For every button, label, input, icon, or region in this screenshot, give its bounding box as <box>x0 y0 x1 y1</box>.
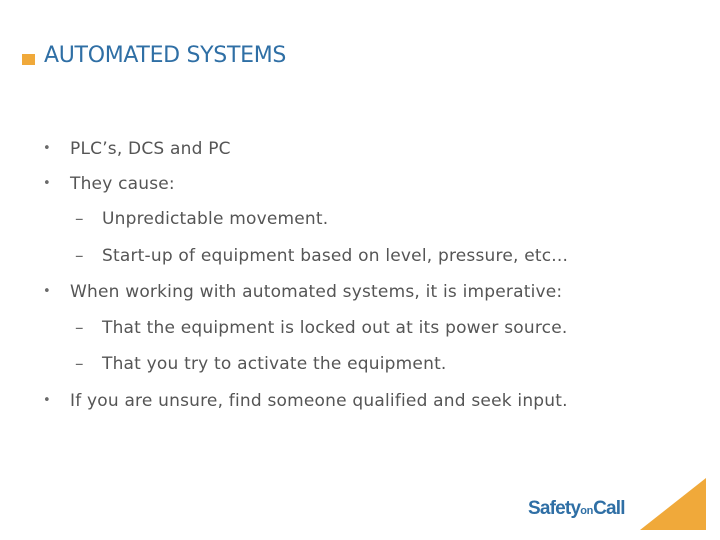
bullet-marker: • <box>43 284 51 299</box>
sub-bullet-text: Unpredictable movement. <box>102 209 329 229</box>
bullet-text: When working with automated systems, it is imperative: <box>70 282 563 302</box>
sub-bullet-text: That you try to activate the equipment. <box>102 354 447 374</box>
sub-bullet-marker: – <box>75 354 84 374</box>
logo-text-on: on <box>580 505 594 517</box>
sub-bullet-text: Start-up of equipment based on level, pressure, etc... <box>102 246 569 266</box>
bullet-text: PLC’s, DCS and PC <box>70 139 231 159</box>
bullet-marker: • <box>43 176 51 191</box>
slide-title: AUTOMATED SYSTEMS <box>44 43 287 68</box>
logo-text-call: Call <box>593 498 625 519</box>
sub-bullet-marker: – <box>75 318 84 338</box>
bullet-marker: • <box>43 141 51 156</box>
sub-bullet-marker: – <box>75 209 84 229</box>
safety-on-call-logo <box>528 498 625 520</box>
sub-bullet-text: That the equipment is locked out at its power source. <box>102 318 568 338</box>
sub-bullet-marker: – <box>75 246 84 266</box>
bullet-marker: • <box>43 393 51 408</box>
corner-triangle-icon <box>640 478 706 530</box>
bullet-text: They cause: <box>70 174 175 194</box>
title-accent-marker <box>22 54 35 65</box>
logo-text-safety: Safety <box>528 498 581 519</box>
bullet-text: If you are unsure, find someone qualified and seek input. <box>70 391 568 411</box>
